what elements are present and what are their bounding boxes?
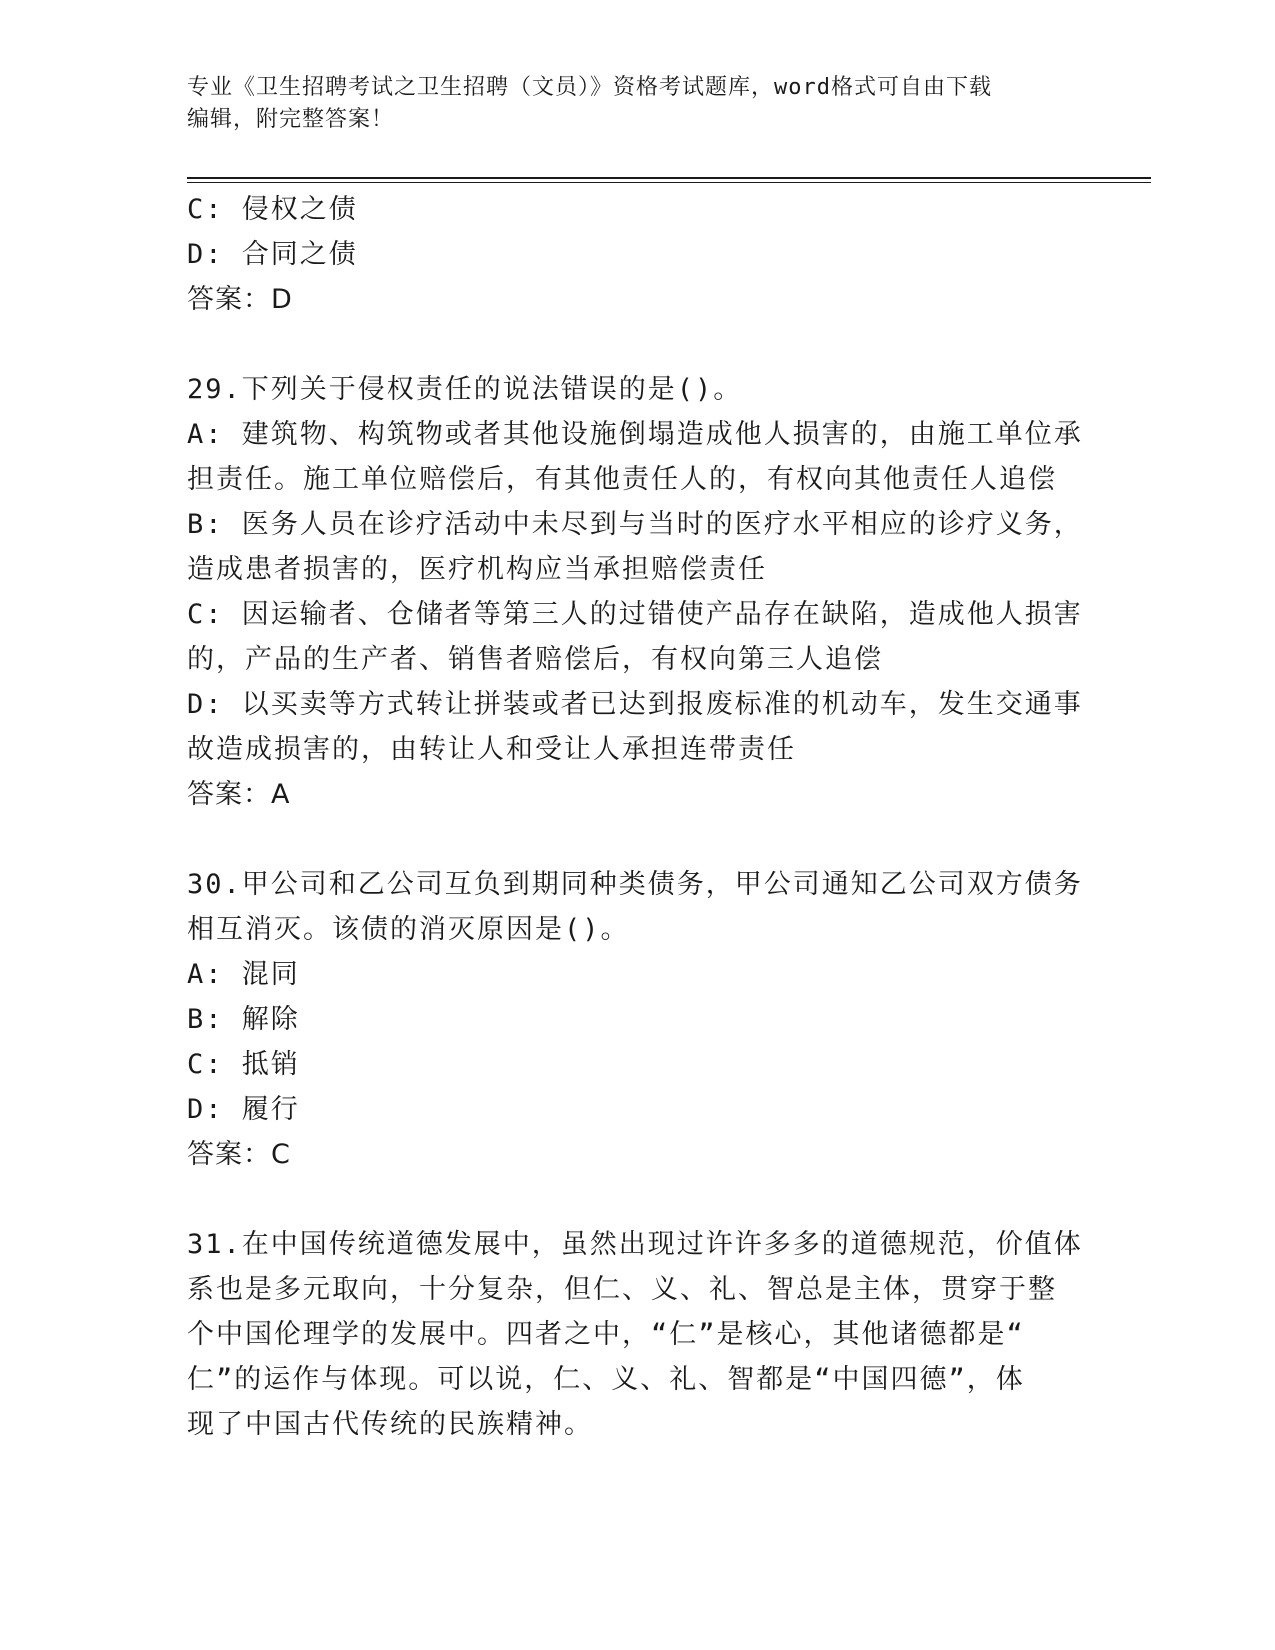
q28-option-c: C: 侵权之债: [187, 194, 358, 225]
q30-option-c: C: 抵销: [187, 1049, 300, 1080]
q28-option-d: D: 合同之债: [187, 239, 358, 270]
q30-option-b: B: 解除: [187, 1004, 300, 1035]
q30-answer: 答案：C: [187, 1139, 291, 1170]
q29-answer: 答案：A: [187, 779, 291, 810]
q29-option-d-line-1: D: 以买卖等方式转让拼装或者已达到报废标准的机动车，发生交通事: [187, 689, 1083, 720]
q29-option-d-line-2: 故造成损害的，由转让人和受让人承担连带责任: [187, 734, 796, 765]
page-header: [187, 72, 1067, 136]
spacer: [187, 322, 1087, 367]
q30-option-d: D: 履行: [187, 1094, 300, 1125]
q29-option-a-line-2: 担责任。施工单位赔偿后，有其他责任人的，有权向其他责任人追偿: [187, 464, 1057, 495]
q29-stem: 29.下列关于侵权责任的说法错误的是()。: [187, 374, 743, 405]
header-line-1: 专业《卫生招聘考试之卫生招聘（文员）》资格考试题库，word格式可自由下载: [187, 75, 992, 100]
q29-option-c-line-2: 的，产品的生产者、销售者赔偿后，有权向第三人追偿: [187, 644, 883, 675]
q31-stem-line-2: 系也是多元取向，十分复杂，但仁、义、礼、智总是主体，贯穿于整: [187, 1274, 1057, 1305]
spacer: [187, 1177, 1087, 1222]
header-divider-thick: [187, 177, 1151, 179]
q29-option-a-line-1: A: 建筑物、构筑物或者其他设施倒塌造成他人损害的，由施工单位承: [187, 419, 1083, 450]
spacer: [187, 817, 1087, 862]
header-divider-thin: [187, 182, 1151, 183]
q29-option-b-line-2: 造成患者损害的，医疗机构应当承担赔偿责任: [187, 554, 767, 585]
q31-stem-line-4: 仁”的运作与体现。可以说，仁、义、礼、智都是“中国四德”，体: [187, 1364, 1025, 1395]
q29-option-c-line-1: C: 因运输者、仓储者等第三人的过错使产品存在缺陷，造成他人损害: [187, 599, 1083, 630]
q30-stem-line-1: 30.甲公司和乙公司互负到期同种类债务，甲公司通知乙公司双方债务: [187, 869, 1083, 900]
q29-option-b-line-1: B: 医务人员在诊疗活动中未尽到与当时的医疗水平相应的诊疗义务，: [187, 509, 1083, 540]
q30-stem-line-2: 相互消灭。该债的消灭原因是()。: [187, 914, 630, 945]
question-content: [187, 187, 1087, 1447]
q31-stem-line-3: 个中国伦理学的发展中。四者之中，“仁”是核心，其他诸德都是“: [187, 1319, 1025, 1350]
q31-stem-line-1: 31.在中国传统道德发展中，虽然出现过许许多多的道德规范，价值体: [187, 1229, 1083, 1260]
q30-option-a: A: 混同: [187, 959, 300, 990]
header-line-2: 编辑，附完整答案！: [187, 107, 395, 132]
q28-answer: 答案：D: [187, 284, 293, 315]
q31-stem-line-5: 现了中国古代传统的民族精神。: [187, 1409, 593, 1440]
